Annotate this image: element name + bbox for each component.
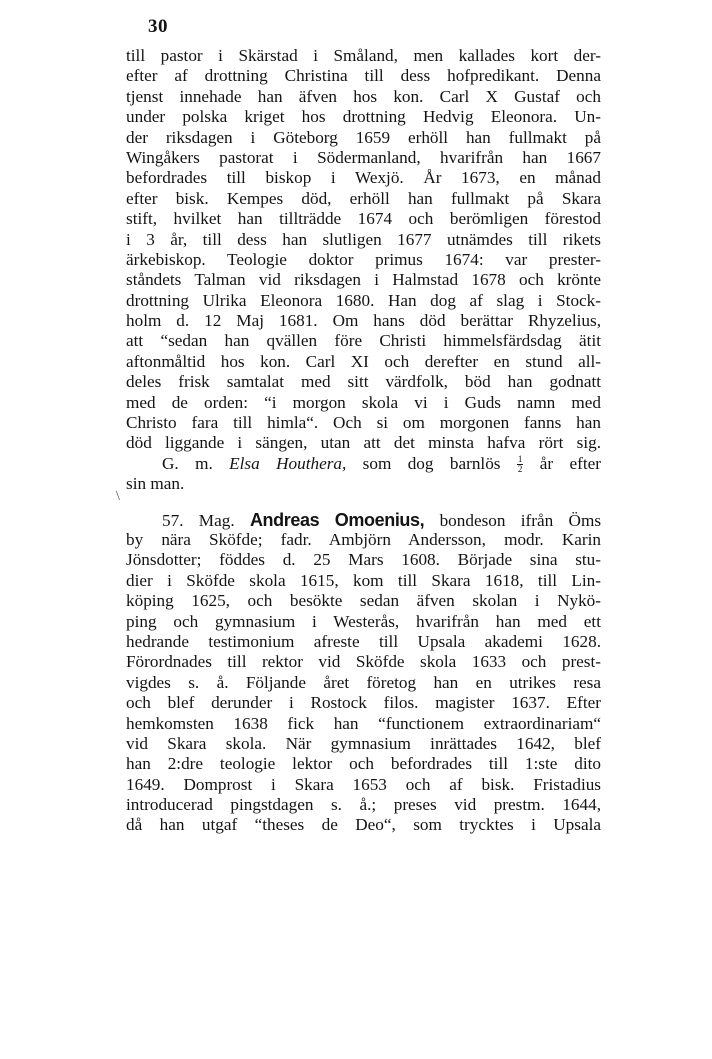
fraction-denominator: 2 (517, 464, 523, 475)
entry-number: 57. Mag. (162, 510, 235, 530)
fraction-numerator: 1 (517, 454, 523, 465)
paragraph-1 (126, 46, 601, 454)
text-line: drottning Ulrika Eleonora 1680. Han dog af slag i Stock- (126, 290, 601, 310)
margin-mark: \ (116, 489, 120, 504)
fraction-half (517, 455, 524, 474)
text-line: då han utgaf “theses de Deo“, som trycktes i Upsala (126, 815, 601, 835)
text-line: ärkebiskop. Teologie doktor primus 1674: var prester- (126, 249, 601, 269)
text-line: Förordnades till rektor vid Sköfde skola 1633 och prest- (126, 652, 601, 672)
text-line: i 3 år, till dess han slutligen 1677 utnämdes till rikets (126, 229, 601, 249)
marriage-lead: G. m. (162, 453, 213, 473)
text-line: hemkomsten 1638 fick han “functionem extraordinariam“ (126, 713, 601, 733)
text-line: under polska kriget hos drottning Hedvig Eleonora. Un- (126, 107, 601, 127)
text-line: att “sedan han qvällen före Christi himmelsfärdsdag ätit (126, 331, 601, 351)
text-line: sin man. (126, 474, 185, 494)
text-line: holm d. 12 Maj 1681. Om hans död berättar Rhyzelius, (126, 311, 601, 331)
text-line: dier i Sköfde skola 1615, kom till Skara 1618, till Lin- (126, 570, 601, 590)
marriage-note (126, 454, 601, 495)
text-line: Wingåkers pastorat i Södermanland, hvarifrån han 1667 (126, 147, 601, 167)
entry-heading-line (126, 510, 601, 530)
entry-57 (126, 510, 601, 836)
text-line: vid Skara skola. När gymnasium inrättades 1642, blef (126, 733, 601, 753)
entry-first-line-rest: bondeson ifrån Öms (439, 510, 602, 530)
page-body (126, 46, 601, 836)
text-line: han 2:dre teologie lektor och befordrades till 1:ste dito (126, 754, 601, 774)
text-line: Christo fara till himla“. Och si om morgonen fanns han (126, 413, 601, 433)
text-line: efter bisk. Kempes död, erhöll han fullmakt på Skara (126, 188, 601, 208)
text-line: med de orden: “i morgon skola vi i Guds namn med (126, 392, 601, 412)
text-line: död liggande i sängen, utan att det minsta hafva rört sig. (126, 433, 601, 453)
text-line: by nära Sköfde; fadr. Ambjörn Andersson, modr. Karin (126, 529, 601, 549)
marriage-tail: år efter (539, 453, 601, 473)
text-line: hedrande testimonium afreste till Upsala akademi 1628. (126, 631, 601, 651)
text-line: der riksdagen i Göteborg 1659 erhöll han fullmakt på (126, 127, 601, 147)
text-line: 1649. Domprost i Skara 1653 och af bisk. Fristadius (126, 774, 601, 794)
text-line: befordrades till biskop i Wexjö. År 1673, en månad (126, 168, 601, 188)
entry-name: Andreas Omoenius, (249, 509, 425, 530)
paragraph-gap (126, 495, 601, 510)
text-line: Jönsdotter; föddes d. 25 Mars 1608. Började sina stu- (126, 550, 601, 570)
wife-name: Elsa Houthera, (229, 453, 347, 473)
text-line: aftonmåltid hos kon. Carl XI och derefter en stund all- (126, 351, 601, 371)
text-line: ping och gymnasium i Westerås, hvarifrån han med ett (126, 611, 601, 631)
text-line: och blef derunder i Rostock filos. magister 1637. Efter (126, 693, 601, 713)
text-line: ståndets Talman vid riksdagen i Halmstad 1678 och krönte (126, 270, 601, 290)
text-line: tjenst innehade han äfven hos kon. Carl X Gustaf och (126, 86, 601, 106)
text-line: köping 1625, och besökte sedan äfven skolan i Nykö- (126, 591, 601, 611)
text-line: introducerad pingstdagen s. å.; preses vid prestm. 1644, (126, 795, 601, 815)
text-line: stift, hvilket han tillträdde 1674 och berömligen förestod (126, 209, 601, 229)
marriage-rest: som dog barnlös (346, 453, 501, 473)
marriage-line (126, 454, 601, 474)
text-line: vigdes s. å. Följande året företog han en utrikes resa (126, 672, 601, 692)
text-line: till pastor i Skärstad i Småland, men kallades kort der- (126, 46, 601, 65)
text-line: deles frisk samtalat med sitt värdfolk, böd han godnatt (126, 372, 601, 392)
text-line: efter af drottning Christina till dess hofpredikant. Denna (126, 66, 601, 86)
page-number: 30 (148, 16, 168, 37)
